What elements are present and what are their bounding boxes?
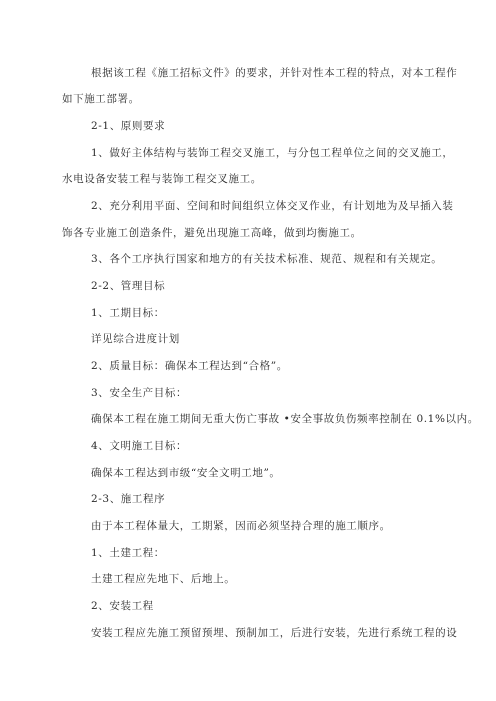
paragraph-intro-line-2: 如下施工部署。 — [62, 93, 140, 105]
paragraph-intro-line-1: 根据该工程《施工招标文件》的要求，并针对性本工程的特点，对本工程作 — [91, 67, 458, 79]
schedule-goal-text: 详见综合进度计划 — [91, 333, 180, 345]
item-2-line-1: 2、充分利用平面、空间和时间组织立体交叉作业，有计划地为及早插入装 — [91, 200, 454, 212]
civilized-goal-heading: 4、文明施工目标： — [91, 440, 188, 452]
civilized-goal-text: 确保本工程达到市级“安全文明工地”。 — [91, 467, 281, 479]
item-3: 3、各个工序执行国家和地方的有关技术标准、规范、规程和有关规定。 — [91, 253, 443, 265]
civil-works-heading: 1、土建工程： — [91, 547, 165, 559]
section-heading-2-2: 2-2、管理目标 — [91, 280, 166, 292]
section-heading-2-3: 2-3、施工程序 — [91, 493, 166, 505]
item-1-line-2: 水电设备安装工程与装饰工程交叉施工。 — [62, 173, 262, 185]
civil-works-text: 土建工程应先地下、后地上。 — [91, 573, 236, 585]
safety-goal-heading: 3、安全生产目标： — [91, 387, 188, 399]
schedule-goal-heading: 1、工期目标： — [91, 307, 165, 319]
item-1-line-1: 1、做好主体结构与装饰工程交叉施工，与分包工程单位之间的交叉施工， — [91, 147, 454, 159]
sequence-intro: 由于本工程体量大，工期紧，因而必须坚持合理的施工顺序。 — [91, 520, 391, 532]
installation-text: 安装工程应先施工预留预埋、预制加工，后进行安装，先进行系统工程的设 — [91, 627, 458, 639]
quality-goal: 2、质量目标：确保本工程达到“合格”。 — [91, 360, 288, 372]
installation-heading: 2、安装工程 — [91, 600, 154, 612]
item-2-line-2: 饰各专业施工创造条件，避免出现施工高峰，做到均衡施工。 — [62, 227, 362, 239]
section-heading-2-1: 2-1、原则要求 — [91, 120, 166, 132]
safety-goal-text: 确保本工程在施工期间无重大伤亡事故 •安全事故负伤频率控制在 0.1%以内。 — [91, 413, 479, 425]
